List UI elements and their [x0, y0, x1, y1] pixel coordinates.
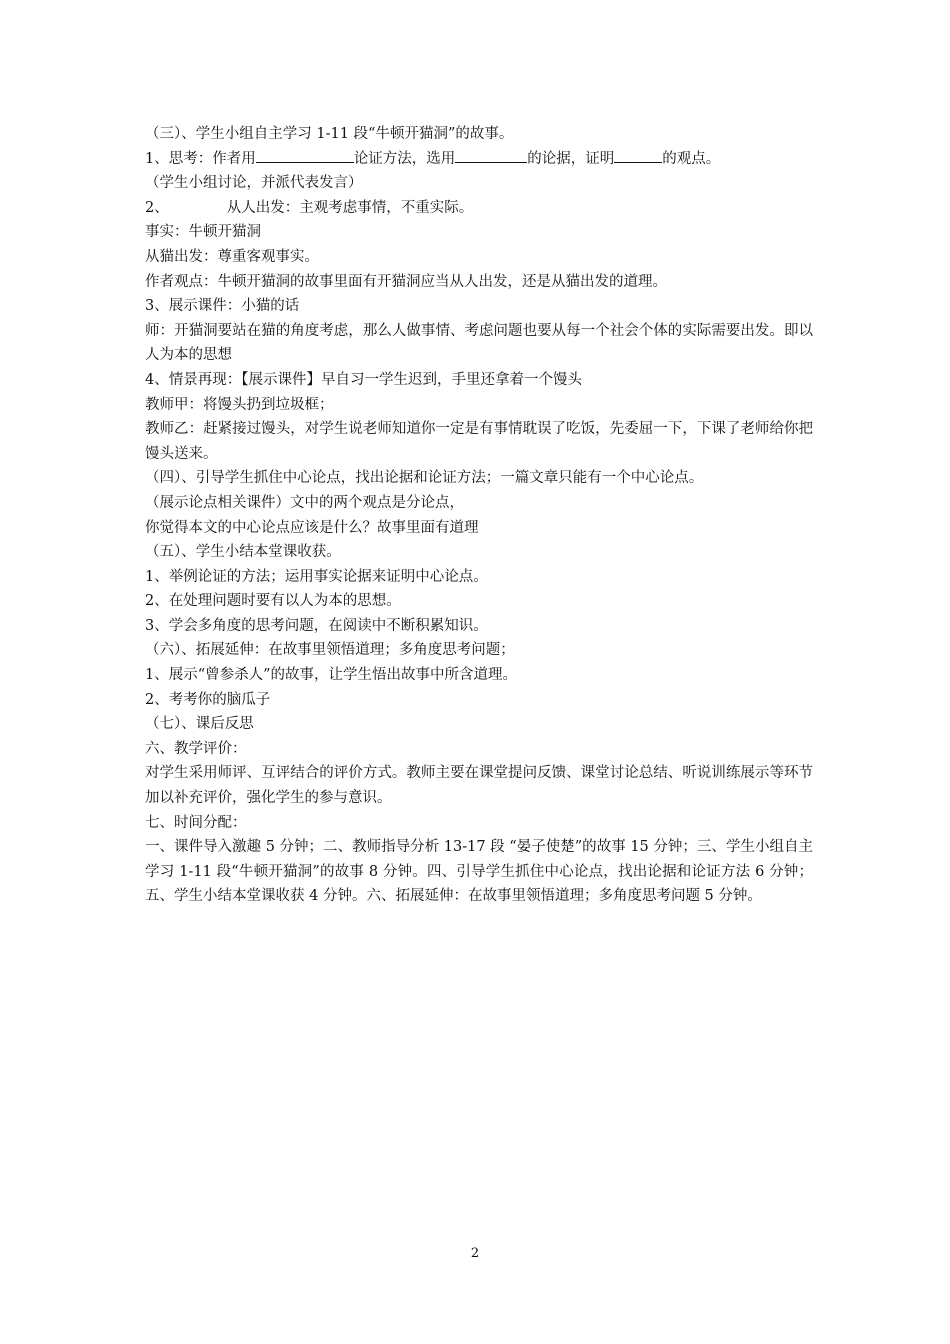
section-5-heading: （五）、学生小结本堂课收获。 [145, 544, 341, 561]
group-discussion-note: （学生小组讨论，并派代表发言） [145, 175, 363, 192]
teacher-b-paragraph: 教师乙：赶紧接过馒头，对学生说老师知道你一定是有事情耽误了吃饭，先委屈一下，下课了老师给你把馒头送来。 [145, 421, 813, 462]
summary-item-2: 2、在处理问题时要有以人为本的思想。 [145, 593, 401, 610]
author-viewpoint-line: 作者观点：牛顿开猫洞的故事里面有开猫洞应当从人出发，还是从猫出发的道理。 [145, 273, 667, 290]
sub-argument-line: （展示论点相关课件）文中的两个观点是分论点， [145, 494, 464, 511]
fill-blank-2 [455, 147, 527, 163]
document-body [145, 122, 813, 909]
thinking-question [145, 147, 813, 172]
time-allocation-heading: 七、时间分配： [145, 814, 247, 831]
teacher-paragraph: 师：开猫洞要站在猫的角度考虑，那么人做事情、考虑问题也要从每一个社会个体的实际需要出发。即以人为本的思想 [145, 322, 813, 364]
teaching-evaluation-heading: 六、教学评价： [145, 740, 247, 757]
item-3-line: 3、展示课件：小猫的话 [145, 298, 300, 315]
summary-item-1: 1、举例论证的方法；运用事实论据来证明中心论点。 [145, 568, 488, 585]
time-allocation-paragraph: 一、课件导入激趣 5 分钟；二、教师指导分析 13-17 段 “晏子使楚”的故事 15 分钟；三、学生小组自主学习 1-11 段“牛顿开猫洞”的故事 8 分钟。四、引导学生抓住中心论点，找出论据和论证方法 6 分钟；五、学生小结本堂课收获 4 分钟。六、拓展延伸：在故事里领悟道理；多角度思考问题 5 分钟。 [145, 839, 813, 905]
section-6-heading: （六）、拓展延伸：在故事里领悟道理；多角度思考问题； [145, 642, 515, 659]
section-4-heading: （四）、引导学生抓住中心论点，找出论据和论证方法；一篇文章只能有一个中心论点。 [145, 470, 704, 487]
fact-line: 事实：牛顿开猫洞 [145, 224, 261, 241]
item-4-line: 4、情景再现：【展示课件】早自习一学生迟到，手里还拿着一个馒头 [145, 371, 582, 388]
question-part-3: 的论据，证明 [527, 150, 615, 167]
fill-blank-3 [614, 147, 662, 163]
question-part-4: 的观点。 [662, 150, 721, 167]
fill-blank-1 [256, 147, 354, 163]
item-2-number: 2、 [145, 199, 169, 216]
from-cat-line: 从猫出发：尊重客观事实。 [145, 248, 319, 265]
section-3-heading: （三）、学生小组自主学习 1-11 段“牛顿开猫洞”的故事。 [145, 126, 514, 142]
section-7-heading: （七）、课后反思 [145, 716, 254, 733]
teaching-evaluation-paragraph: 对学生采用师评、互评结合的评价方式。教师主要在课堂提问反馈、课堂讨论总结、听说训练展示等环节加以补充评价，强化学生的参与意识。 [145, 765, 813, 807]
central-argument-question: 你觉得本文的中心论点应该是什么？故事里面有道理 [145, 519, 479, 536]
summary-item-3: 3、学会多角度的思考问题，在阅读中不断积累知识。 [145, 617, 488, 634]
item-2-line [145, 196, 813, 221]
extension-item-1: 1、展示“曾参杀人”的故事，让学生悟出故事中所含道理。 [145, 667, 518, 684]
question-part-2: 论证方法，选用 [353, 150, 456, 167]
question-part-1: 1、思考：作者用 [145, 150, 256, 167]
extension-item-2: 2、考考你的脑瓜子 [145, 691, 271, 708]
page-number: 2 [470, 1246, 480, 1261]
item-2-text: 从人出发：主观考虑事情，不重实际。 [226, 199, 474, 216]
teacher-a-line: 教师甲：将馒头扔到垃圾框； [145, 396, 334, 413]
